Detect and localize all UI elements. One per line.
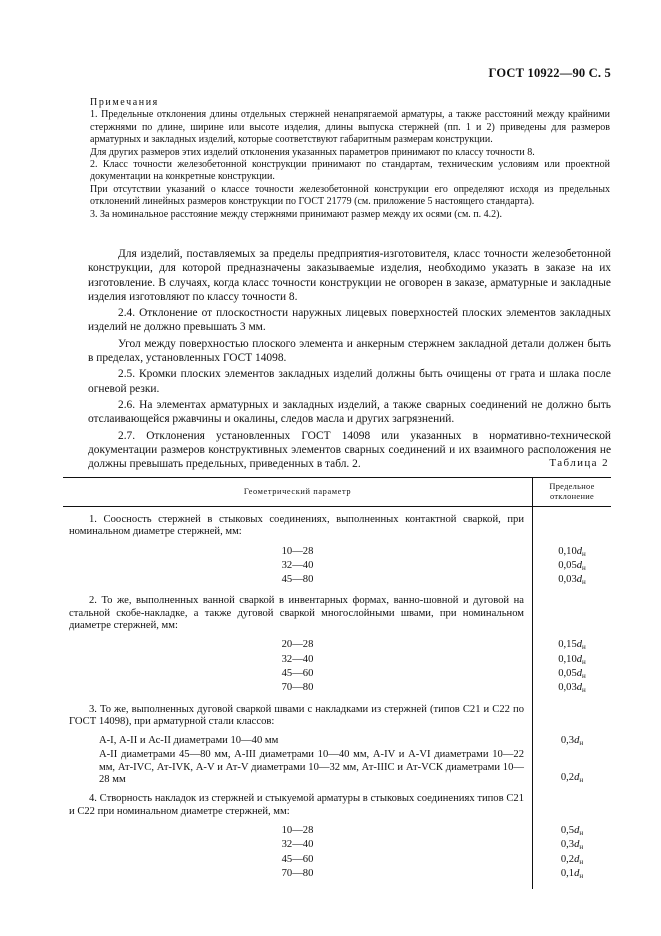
table-caption: Таблица 2: [549, 457, 609, 469]
diameter-symbol: d: [576, 545, 583, 557]
diameter-range: 70—80: [281, 682, 314, 694]
table-row: [63, 668, 611, 682]
deviation-value: [533, 825, 612, 839]
table-row: [63, 854, 611, 868]
deviation-coef: 0,1: [560, 867, 575, 879]
diameter-subscript: н: [579, 871, 584, 880]
diameter-subscript: н: [582, 686, 586, 695]
note-item: 2. Класс точности железобетонной конструкции принимают по стандартам, техническим условиям или проектной документации на конкретные конструкции.: [90, 159, 610, 183]
spacer-cell: [63, 882, 533, 889]
deviation-value: [533, 668, 612, 682]
spacer-cell: [63, 697, 533, 704]
spacer-cell: [533, 882, 612, 889]
deviation-coef: 0,05: [558, 667, 577, 679]
deviation-value: [533, 682, 612, 696]
diameter-subscript: н: [582, 578, 586, 587]
deviation-value: [533, 639, 612, 653]
deviation-coef: 0,10: [558, 545, 577, 557]
deviation-coef: 0,03: [558, 574, 577, 586]
spacer-row: [63, 728, 611, 735]
deviation-coef: 0,3: [560, 735, 575, 747]
tolerance-table: [63, 477, 611, 889]
diameter-range: 45—80: [281, 574, 314, 586]
spacer-cell: [533, 632, 612, 639]
paragraph: Угол между поверхностью плоского элемента и анкерным стержнем закладной детали должен быть в пределах, установленных ГОСТ 14098.: [88, 337, 611, 365]
diameter-symbol: d: [574, 839, 580, 851]
spacer-row: [63, 697, 611, 704]
diameter-range: 20—28: [281, 639, 314, 651]
deviation-value: [533, 854, 612, 868]
deviation-coef: 0,5: [560, 824, 575, 836]
diameter-symbol: d: [576, 559, 583, 571]
steel-class-text: А-II диаметрами 45—80 мм, А-III диаметрами 10—40 мм, А-IV и А-VI диаметрами 10—22 мм, Ат-IVС, Ат-IVК, А-V и Ат-V диаметрами 10—32 мм, Ат-IIIС и Ат-VСК диаметрами 10—28 мм: [99, 749, 524, 786]
notes-title: Примечания: [90, 97, 159, 108]
spacer-cell: [63, 632, 533, 639]
spacer-row: [63, 539, 611, 546]
deviation-value: [533, 560, 612, 574]
deviation-value: [533, 868, 612, 882]
diameter-symbol: d: [574, 735, 580, 747]
paragraph: 2.6. На элементах арматурных и закладных изделий, а также сварных соединений не должно быть отслаивающейся ржавчины и окалины, следов масла и других загрязнений.: [88, 398, 611, 426]
deviation-coef: 0,2: [560, 853, 575, 865]
spacer-row: [63, 882, 611, 889]
section-text: 2. То же, выполненных ванной сваркой в инвентарных формах, ванно-шовной и дуговой на стальной скобе-накладке, а также дуговой сваркой многослойными швами, при номинальном диаметре стержней, мм:: [69, 595, 524, 632]
spacer-cell: [533, 697, 612, 704]
section-text: 4. Створность накладок из стержней и стыкуемой арматуры в стыковых соединениях типов С21 и С22 при номинальном диаметре стержней, мм:: [69, 793, 524, 817]
page-header: ГОСТ 10922—90 С. 5: [488, 66, 611, 80]
diameter-subscript: н: [579, 739, 584, 748]
deviation-coef: 0,15: [558, 639, 577, 651]
table-row: [63, 682, 611, 696]
column-header-deviation: Предельное отклонение: [533, 478, 612, 507]
spacer-cell: [63, 539, 533, 546]
deviation-coef: 0,3: [560, 839, 575, 851]
table-row: [63, 560, 611, 574]
spacer-cell: [533, 786, 612, 793]
table-row: [63, 546, 611, 560]
spacer-cell: [533, 588, 612, 595]
deviation-value: [533, 654, 612, 668]
table-row: [63, 735, 611, 749]
section-row: [63, 704, 611, 729]
table-body: [63, 507, 611, 890]
diameter-symbol: d: [576, 574, 583, 586]
diameter-subscript: н: [582, 549, 586, 558]
spacer-row: [63, 786, 611, 793]
diameter-symbol: d: [576, 639, 583, 651]
note-item: Для других размеров этих изделий отклонения указанных параметров принимают по классу точности 8.: [90, 146, 535, 158]
note-item: 1. Предельные отклонения длины отдельных стержней ненапрягаемой арматуры, а также расстояний между крайними стержнями по длине, ширине или высоте изделия, длины выпуска стержней (пп. 1 и 2) приведены для размеров арматурных и закладных изделий, которые соответствуют габаритным размерам конструкции.: [90, 109, 610, 146]
diameter-subscript: н: [582, 643, 586, 652]
section-text: 3. То же, выполненных дуговой сваркой швами с накладками из стержней (типов С21 и С22 по ГОСТ 14098), при арматурной стали классов:: [69, 703, 524, 727]
section-row: [63, 595, 611, 632]
diameter-range: 32—40: [281, 559, 314, 571]
diameter-symbol: d: [574, 824, 580, 836]
spacer-cell: [63, 728, 533, 735]
section-row: [63, 793, 611, 818]
deviation-value: [533, 749, 612, 786]
diameter-range: 70—80: [281, 867, 314, 879]
table-row: [63, 839, 611, 853]
diameter-subscript: н: [582, 563, 586, 572]
diameter-range: 32—40: [281, 653, 314, 665]
empty-cell: [533, 514, 612, 539]
spacer-cell: [533, 818, 612, 825]
spacer-cell: [63, 818, 533, 825]
spacer-row: [63, 632, 611, 639]
paragraph: 2.5. Кромки плоских элементов закладных изделий должны быть очищены от грата и шлака после огневой резки.: [88, 368, 611, 395]
table-row: [63, 574, 611, 588]
spacer-cell: [63, 588, 533, 595]
diameter-range: 10—28: [281, 824, 314, 836]
table-row: [63, 825, 611, 839]
empty-cell: [533, 704, 612, 729]
deviation-value: [533, 546, 612, 560]
paragraph: 2.7. Отклонения установленных ГОСТ 14098 или указанных в нормативно-технической документации размеров конструктивных элементов сварных соединений и их взаимного расположения не должны превышать предельных, приведенных в табл. 2.: [88, 429, 611, 471]
steel-class-text: А-I, А-II и Ас-II диаметрами 10—40 мм: [99, 735, 279, 747]
table-row: [63, 639, 611, 653]
deviation-value: [533, 574, 612, 588]
deviation-value: [533, 839, 612, 853]
deviation-coef: 0,05: [558, 559, 577, 571]
empty-cell: [533, 793, 612, 818]
spacer-cell: [63, 507, 533, 515]
table-row: [63, 654, 611, 668]
column-header-parameter: Геометрический параметр: [63, 478, 533, 507]
diameter-symbol: d: [574, 853, 580, 865]
diameter-subscript: н: [579, 776, 584, 785]
deviation-coef: 0,03: [558, 682, 577, 694]
paragraph: 2.4. Отклонение от плоскостности наружных лицевых поверхностей плоских элементов закладных изделий не должно превышать 3 мм.: [88, 307, 611, 334]
deviation-coef: 0,2: [560, 772, 575, 784]
table-header-row: [63, 478, 611, 507]
spacer-row: [63, 588, 611, 595]
spacer-cell: [533, 507, 612, 515]
diameter-range: 45—60: [281, 667, 314, 679]
spacer-cell: [533, 539, 612, 546]
diameter-subscript: н: [579, 843, 584, 852]
section-text: 1. Соосность стержней в стыковых соединениях, выполненных контактной сваркой, при номинальном диаметре стержней, мм:: [69, 514, 524, 538]
deviation-coef: 0,10: [558, 653, 577, 665]
spacer-row: [63, 507, 611, 515]
diameter-symbol: d: [574, 867, 580, 879]
diameter-subscript: н: [579, 828, 584, 837]
diameter-symbol: d: [576, 653, 583, 665]
main-text: [88, 247, 611, 473]
diameter-subscript: н: [582, 671, 586, 680]
diameter-range: 32—40: [281, 839, 314, 851]
paragraph: Для изделий, поставляемых за пределы предприятия-изготовителя, класс точности железобетонной конструкции, для которой предназначены заказываемые изделия, необходимо указать в заказе на их изготовление. В случаях, когда класс точности конструкции не оговорен в заказе, арматурные и закладные изделия изготовляют по классу точности 8.: [88, 248, 611, 303]
diameter-symbol: d: [574, 772, 580, 784]
section-row: [63, 514, 611, 539]
diameter-subscript: н: [582, 657, 586, 666]
table-row: [63, 749, 611, 786]
diameter-subscript: н: [579, 857, 584, 866]
spacer-cell: [533, 728, 612, 735]
diameter-symbol: d: [576, 667, 583, 679]
diameter-range: 45—60: [281, 853, 314, 865]
notes-block: [90, 97, 610, 221]
spacer-row: [63, 818, 611, 825]
diameter-symbol: d: [576, 682, 583, 694]
note-item: При отсутствии указаний о классе точности железобетонной конструкции его определяют исходя из предельных отклонений линейных размеров конструкции по ГОСТ 21779 (см. приложение 5 настоящего стандарта).: [90, 183, 610, 208]
diameter-range: 10—28: [281, 545, 314, 557]
table-row: [63, 868, 611, 882]
spacer-cell: [63, 786, 533, 793]
note-item: 3. За номинальное расстояние между стержнями принимают размер между их осями (см. п. 4.2).: [90, 208, 502, 220]
empty-cell: [533, 595, 612, 632]
deviation-value: [533, 735, 612, 749]
